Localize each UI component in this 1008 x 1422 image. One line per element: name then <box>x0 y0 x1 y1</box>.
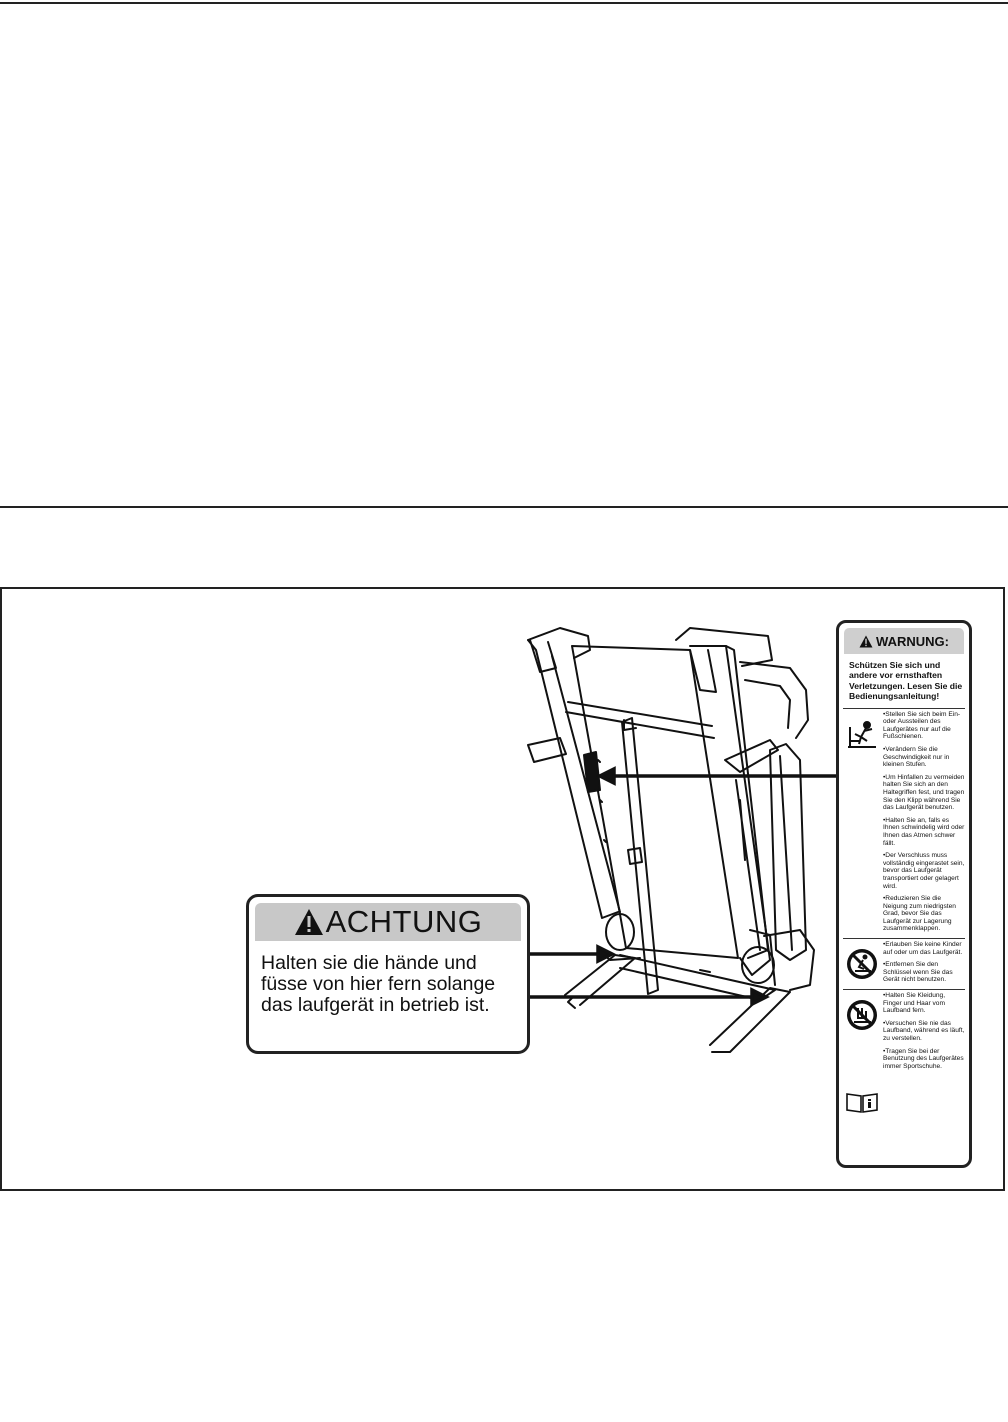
warnung-item: •Verändern Sie die Geschwindigkeit nur in kleinen Stufen. <box>883 746 950 769</box>
warnung-section-3 <box>839 992 969 1070</box>
achtung-line-3: das laufgerät in betrieb ist. <box>261 994 490 1016</box>
achtung-line-1: Halten sie die hände und <box>261 952 477 974</box>
warnung-item: •Entfernen Sie den Schlüssel wenn Sie das Gerät nicht benutzen. <box>883 961 953 984</box>
achtung-text <box>249 941 527 1016</box>
warnung-item: •Tragen Sie bei der Benutzung des Laufgerätes immer Sportschuhe. <box>883 1047 964 1070</box>
achtung-line-2: füsse von hier fern solange <box>261 973 496 995</box>
warnung-item: •Reduzieren Sie die Neigung zum niedrigsten Grad, bevor Sie das Laufgerät zur Lagerung zusammenklappen. <box>883 895 956 933</box>
warnung-header <box>844 628 964 654</box>
warnung-item: •Stellen Sie sich beim Ein- oder Aussteilen des Laufgerätes nur auf die Fußschienen. <box>883 710 961 741</box>
no-children-icon <box>845 947 879 981</box>
warning-triangle-icon <box>294 908 324 936</box>
warnung-warning-label <box>836 620 972 1168</box>
warnung-section-1 <box>839 711 969 933</box>
warnung-intro: Schützen Sie sich und andere vor ernsthaften Verletzungen. Lesen Sie die Bedienungsanleitung! <box>849 660 963 702</box>
achtung-warning-label <box>246 894 530 1054</box>
fall-hazard-icon <box>845 717 879 751</box>
divider <box>843 989 965 990</box>
warnung-item: •Halten Sie Kleidung, Finger und Haar vom Laufband fern. <box>883 992 946 1015</box>
warnung-item: •Um Hinfallen zu vermeiden halten Sie sich an den Haltegriffen fest, und tragen Sie den Klipp während Sie das Laufgerät benutzen. <box>883 773 965 812</box>
achtung-title: ACHTUNG <box>325 904 483 939</box>
achtung-header <box>255 903 521 941</box>
no-hands-icon <box>845 998 879 1032</box>
warnung-item: •Versuchen Sie nie das Laufband, während es läuft, zu verstellen. <box>883 1019 965 1042</box>
warnung-title: WARNUNG: <box>876 633 949 649</box>
divider <box>843 938 965 939</box>
manual-book-icon <box>845 1090 879 1114</box>
warnung-item: •Der Verschluss muss vollständig eingerastet sein, bevor das Laufgerät transportiert oder gelagert wird. <box>883 852 965 890</box>
warnung-item: •Erlauben Sie keine Kinder auf oder um das Laufgerät. <box>883 941 963 956</box>
warnung-item: •Halten Sie an, falls es Ihnen schwindelig wird oder Ihnen das Atmen schwer fällt. <box>883 816 965 847</box>
divider <box>843 708 965 709</box>
warnung-section-2 <box>839 941 969 984</box>
warning-triangle-icon <box>859 635 873 648</box>
